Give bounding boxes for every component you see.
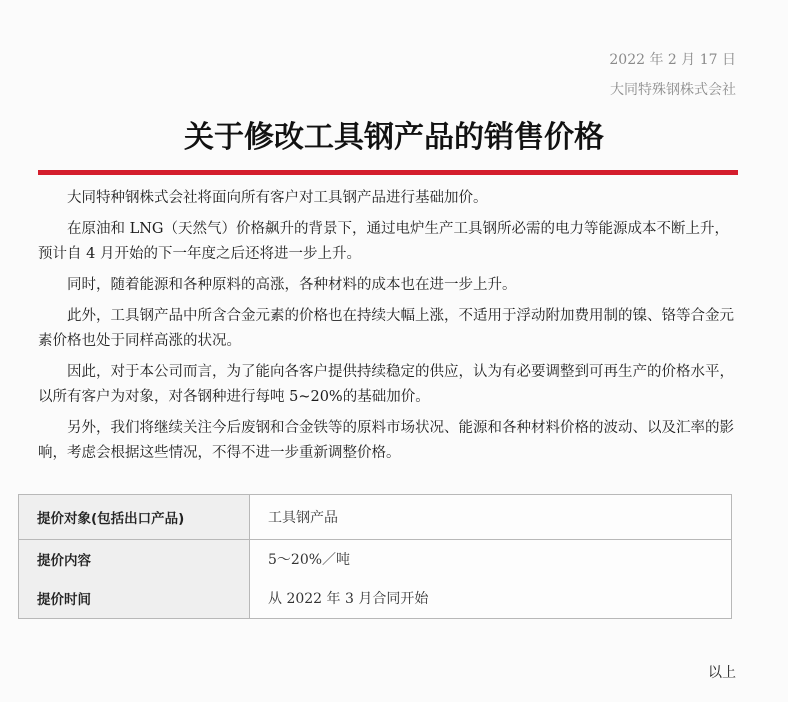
table-row xyxy=(19,495,732,540)
table-row xyxy=(19,540,732,579)
table-value-target: 工具钢产品 xyxy=(250,495,732,540)
paragraph: 此外，工具钢产品中所含合金元素的价格也在持续大幅上涨，不适用于浮动附加费用制的镍、铬等合金元素价格也处于同样高涨的状况。 xyxy=(38,308,734,349)
company-name: 大同特殊钢株式会社 xyxy=(610,82,736,98)
table-value-content: 5～20%／吨 xyxy=(250,540,732,579)
title-divider xyxy=(38,170,738,175)
price-increase-table xyxy=(18,494,732,619)
table-label-content: 提价内容 xyxy=(19,540,250,579)
table-label-time: 提价时间 xyxy=(19,578,250,619)
paragraph: 因此，对于本公司而言，为了能向各客户提供持续稳定的供应，认为有必要调整到可再生产的价格水平，以所有客户为对象，对各钢种进行每吨 5~20%的基础加价。 xyxy=(38,364,734,405)
table-label-target: 提价对象(包括出口产品) xyxy=(19,495,250,540)
closing-mark: 以上 xyxy=(708,665,736,681)
table-row xyxy=(19,578,732,619)
table-value-time: 从 2022 年 3 月合同开始 xyxy=(250,578,732,619)
paragraph: 另外，我们将继续关注今后废钢和合金铁等的原料市场状况、能源和各种材料价格的波动、以及汇率的影响，考虑会根据这些情况，不得不进一步重新调整价格。 xyxy=(38,420,734,461)
document-body xyxy=(38,186,738,472)
paragraph: 大同特种钢株式会社将面向所有客户对工具钢产品进行基础加价。 xyxy=(67,190,488,206)
document-title: 关于修改工具钢产品的销售价格 xyxy=(184,120,604,155)
paragraph: 在原油和 LNG（天然气）价格飙升的背景下，通过电炉生产工具钢所必需的电力等能源成本不断上升，预计自 4 月开始的下一年度之后还将进一步上升。 xyxy=(38,221,730,262)
paragraph: 同时，随着能源和各种原料的高涨，各种材料的成本也在进一步上升。 xyxy=(67,277,517,293)
document-date: 2022 年 2 月 17 日 xyxy=(609,52,736,68)
